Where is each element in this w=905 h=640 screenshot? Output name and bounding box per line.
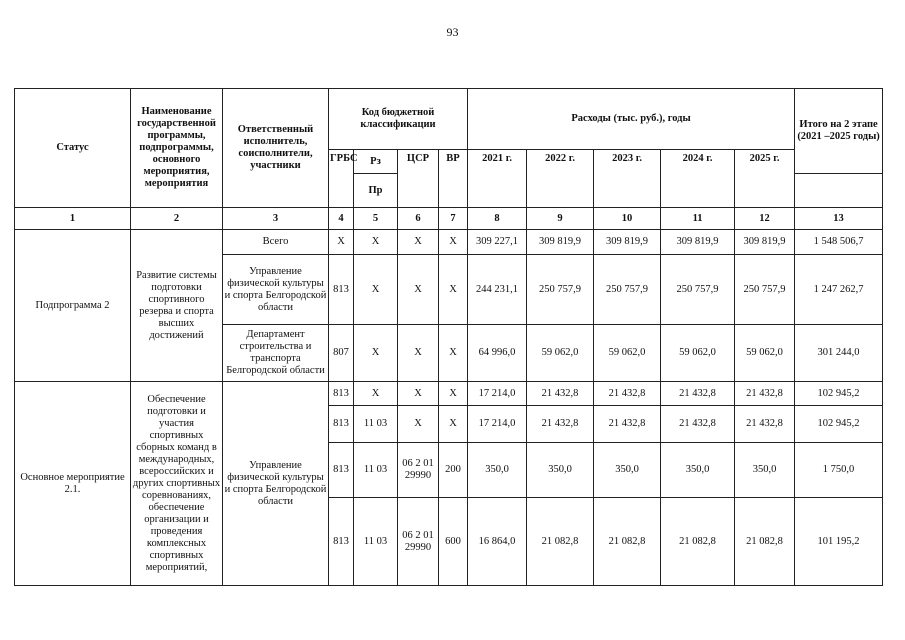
value-cell: 350,0 <box>527 443 594 498</box>
column-number: 1 <box>15 208 131 230</box>
header-vr: ВР <box>439 150 468 208</box>
vr-cell: Х <box>439 230 468 255</box>
total-cell: 101 195,2 <box>795 498 883 586</box>
value-cell: 21 432,8 <box>527 406 594 443</box>
main-event-status: Основное мероприятие 2.1. <box>15 382 131 586</box>
value-cell: 250 757,9 <box>735 255 795 325</box>
column-number: 13 <box>795 208 883 230</box>
value-cell: 64 996,0 <box>468 325 527 382</box>
column-number: 10 <box>594 208 661 230</box>
value-cell: 21 082,8 <box>527 498 594 586</box>
rzpr-cell: Х <box>354 382 398 406</box>
column-number: 8 <box>468 208 527 230</box>
responsible-cell: Всего <box>223 230 329 255</box>
rzpr-cell: Х <box>354 325 398 382</box>
total-cell: 1 548 506,7 <box>795 230 883 255</box>
vr-cell: Х <box>439 255 468 325</box>
value-cell: 309 819,9 <box>735 230 795 255</box>
column-number: 6 <box>398 208 439 230</box>
table-row <box>15 382 883 406</box>
value-cell: 21 432,8 <box>594 382 661 406</box>
header-total-blank <box>795 174 883 208</box>
value-cell: 350,0 <box>594 443 661 498</box>
value-cell: 16 864,0 <box>468 498 527 586</box>
value-cell: 350,0 <box>735 443 795 498</box>
grbs-cell: 813 <box>329 498 354 586</box>
main-event-name: Обеспечение подготовки и участия спортивных сборных команд в международных, всероссийских и других спортивных соревнованиях, обеспечение организации и проведения комплексных спортивных мероприятий, <box>131 382 223 586</box>
value-cell: 59 062,0 <box>661 325 735 382</box>
header-pr: Пр <box>354 174 398 208</box>
subprogram-status: Подпрограмма 2 <box>15 230 131 382</box>
column-numbers-row <box>15 208 883 230</box>
value-cell: 309 819,9 <box>594 230 661 255</box>
responsible-cell: Управление физической культуры и спорта Белгородской области <box>223 255 329 325</box>
budget-table <box>14 88 883 586</box>
total-cell: 301 244,0 <box>795 325 883 382</box>
csr-cell: 06 2 01 29990 <box>398 498 439 586</box>
header-name: Наименование государственной программы, подпрограммы, основного мероприятия, мероприятия <box>131 89 223 208</box>
value-cell: 309 819,9 <box>661 230 735 255</box>
value-cell: 59 062,0 <box>594 325 661 382</box>
total-cell: 1 750,0 <box>795 443 883 498</box>
value-cell: 309 227,1 <box>468 230 527 255</box>
vr-cell: Х <box>439 406 468 443</box>
vr-cell: 600 <box>439 498 468 586</box>
value-cell: 17 214,0 <box>468 382 527 406</box>
csr-cell: Х <box>398 406 439 443</box>
value-cell: 21 082,8 <box>594 498 661 586</box>
header-year-2021: 2021 г. <box>468 150 527 208</box>
value-cell: 250 757,9 <box>594 255 661 325</box>
csr-cell: Х <box>398 255 439 325</box>
header-csr: ЦСР <box>398 150 439 208</box>
header-total: Итого на 2 этапе (2021 –2025 годы) <box>795 89 883 174</box>
header-budget-code: Код бюджетной классификации <box>329 89 468 150</box>
vr-cell: 200 <box>439 443 468 498</box>
grbs-cell: 813 <box>329 255 354 325</box>
page-number: 93 <box>446 25 459 39</box>
responsible-cell: Департамент строительства и транспорта Белгородской области <box>223 325 329 382</box>
value-cell: 21 432,8 <box>735 382 795 406</box>
header-year-2024: 2024 г. <box>661 150 735 208</box>
value-cell: 21 082,8 <box>661 498 735 586</box>
column-number: 5 <box>354 208 398 230</box>
column-number: 4 <box>329 208 354 230</box>
column-number: 3 <box>223 208 329 230</box>
csr-cell: Х <box>398 230 439 255</box>
header-year-2025: 2025 г. <box>735 150 795 208</box>
grbs-cell: 807 <box>329 325 354 382</box>
header-year-2022: 2022 г. <box>527 150 594 208</box>
header-rz: Рз <box>354 150 398 174</box>
header-grbs: ГРБС <box>329 150 354 208</box>
vr-cell: Х <box>439 382 468 406</box>
value-cell: 59 062,0 <box>527 325 594 382</box>
vr-cell: Х <box>439 325 468 382</box>
subprogram-name: Развитие системы подготовки спортивного резерва и спорта высших достижений <box>131 230 223 382</box>
value-cell: 350,0 <box>468 443 527 498</box>
column-number: 9 <box>527 208 594 230</box>
header-responsible: Ответственный исполнитель, соисполнители, участники <box>223 89 329 208</box>
rzpr-cell: Х <box>354 230 398 255</box>
value-cell: 21 432,8 <box>661 406 735 443</box>
header-expenses: Расходы (тыс. руб.), годы <box>468 89 795 150</box>
table-row <box>15 230 883 255</box>
value-cell: 59 062,0 <box>735 325 795 382</box>
grbs-cell: Х <box>329 230 354 255</box>
grbs-cell: 813 <box>329 406 354 443</box>
csr-cell: 06 2 01 29990 <box>398 443 439 498</box>
value-cell: 350,0 <box>661 443 735 498</box>
value-cell: 21 432,8 <box>661 382 735 406</box>
rzpr-cell: 11 03 <box>354 498 398 586</box>
csr-cell: Х <box>398 382 439 406</box>
value-cell: 21 082,8 <box>735 498 795 586</box>
rzpr-cell: Х <box>354 255 398 325</box>
value-cell: 244 231,1 <box>468 255 527 325</box>
value-cell: 21 432,8 <box>594 406 661 443</box>
value-cell: 250 757,9 <box>661 255 735 325</box>
value-cell: 21 432,8 <box>527 382 594 406</box>
header-year-2023: 2023 г. <box>594 150 661 208</box>
total-cell: 102 945,2 <box>795 406 883 443</box>
csr-cell: Х <box>398 325 439 382</box>
grbs-cell: 813 <box>329 382 354 406</box>
value-cell: 309 819,9 <box>527 230 594 255</box>
value-cell: 21 432,8 <box>735 406 795 443</box>
column-number: 7 <box>439 208 468 230</box>
main-event-responsible: Управление физической культуры и спорта Белгородской области <box>223 382 329 586</box>
value-cell: 250 757,9 <box>527 255 594 325</box>
column-number: 11 <box>661 208 735 230</box>
rzpr-cell: 11 03 <box>354 443 398 498</box>
column-number: 2 <box>131 208 223 230</box>
total-cell: 102 945,2 <box>795 382 883 406</box>
total-cell: 1 247 262,7 <box>795 255 883 325</box>
rzpr-cell: 11 03 <box>354 406 398 443</box>
column-number: 12 <box>735 208 795 230</box>
header-status: Статус <box>15 89 131 208</box>
header-row-1 <box>15 89 883 150</box>
grbs-cell: 813 <box>329 443 354 498</box>
value-cell: 17 214,0 <box>468 406 527 443</box>
